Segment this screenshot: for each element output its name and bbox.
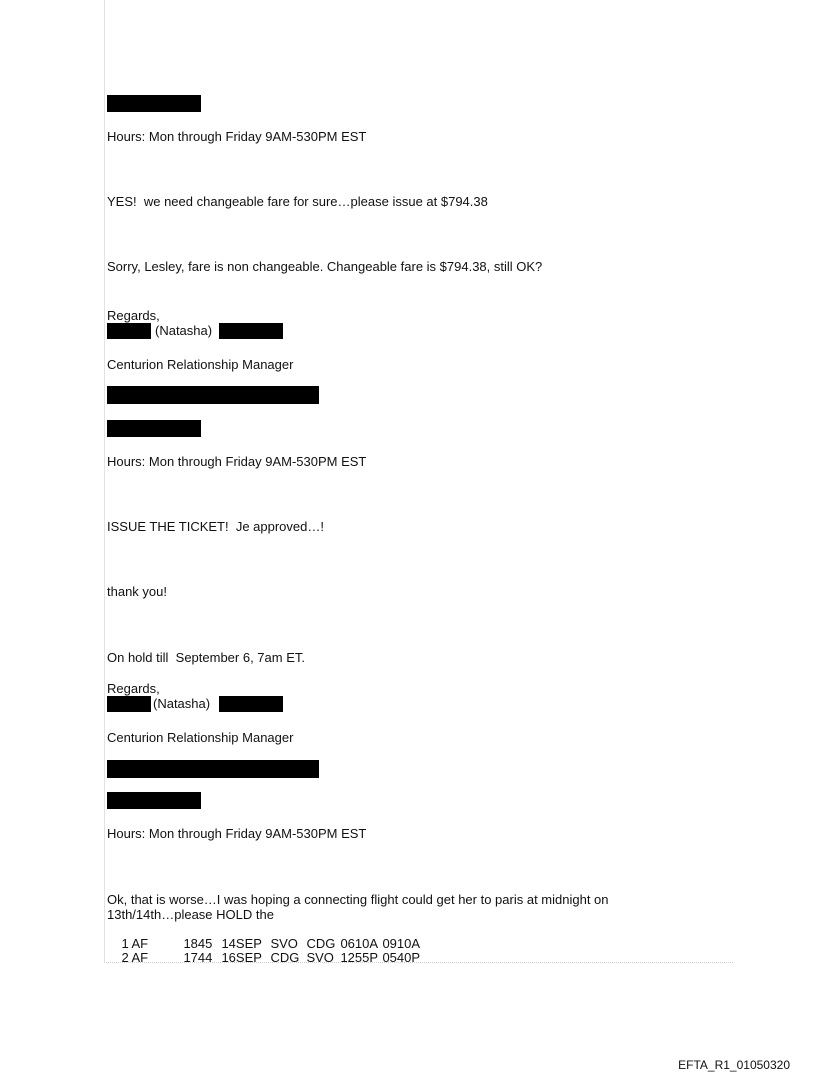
departure-time: 0610A bbox=[340, 936, 379, 951]
redacted-first-name bbox=[107, 696, 151, 712]
redacted-contact-line bbox=[107, 386, 319, 404]
signature-title: Centurion Relationship Manager bbox=[107, 357, 294, 372]
segment-number: 1 bbox=[121, 936, 129, 951]
flight-date: 14SEP bbox=[221, 936, 262, 951]
redacted-last-name bbox=[219, 323, 283, 339]
message-on-hold: On hold till September 6, 7am ET. bbox=[107, 650, 305, 665]
departure-time: 1255P bbox=[340, 950, 379, 965]
nickname-text: (Natasha) bbox=[155, 323, 213, 338]
destination-airport: SVO bbox=[306, 950, 334, 965]
hours-text: Hours: Mon through Friday 9AM-530PM EST bbox=[107, 826, 367, 841]
flight-segment-row bbox=[107, 938, 420, 977]
origin-airport: CDG bbox=[270, 950, 300, 965]
message-worse-line2: 13th/14th…please HOLD the bbox=[107, 907, 274, 922]
arrival-time: 0910A bbox=[382, 936, 421, 951]
message-yes-changeable: YES! we need changeable fare for sure…please issue at $794.38 bbox=[107, 194, 488, 209]
flight-number: 1744 bbox=[183, 950, 213, 965]
redacted-contact-line bbox=[107, 760, 319, 778]
hours-text: Hours: Mon through Friday 9AM-530PM EST bbox=[107, 454, 367, 469]
message-worse-line1: Ok, that is worse…I was hoping a connecting flight could get her to paris at midnight on bbox=[107, 892, 609, 907]
airline-code: AF bbox=[131, 950, 149, 965]
message-issue-ticket: ISSUE THE TICKET! Je approved…! bbox=[107, 519, 324, 534]
regards-text: Regards, bbox=[107, 308, 160, 323]
redacted-block bbox=[107, 95, 201, 112]
redacted-first-name bbox=[107, 323, 151, 339]
redacted-phone bbox=[107, 420, 201, 437]
origin-airport: SVO bbox=[270, 936, 298, 951]
nickname-text: (Natasha) bbox=[153, 696, 211, 711]
regards-text: Regards, bbox=[107, 681, 160, 696]
message-thank-you: thank you! bbox=[107, 584, 167, 599]
hours-text: Hours: Mon through Friday 9AM-530PM EST bbox=[107, 129, 367, 144]
document-id: EFTA_R1_01050320 bbox=[678, 1058, 790, 1072]
flight-number: 1845 bbox=[183, 936, 213, 951]
destination-airport: CDG bbox=[306, 936, 336, 951]
segment-number: 2 bbox=[121, 950, 129, 965]
message-sorry-non-changeable: Sorry, Lesley, fare is non changeable. Changeable fare is $794.38, still OK? bbox=[107, 259, 543, 274]
redacted-last-name bbox=[219, 696, 283, 712]
redacted-phone bbox=[107, 792, 201, 809]
airline-code: AF bbox=[131, 936, 149, 951]
signature-title: Centurion Relationship Manager bbox=[107, 730, 294, 745]
flight-date: 16SEP bbox=[221, 950, 262, 965]
arrival-time: 0540P bbox=[382, 950, 421, 965]
